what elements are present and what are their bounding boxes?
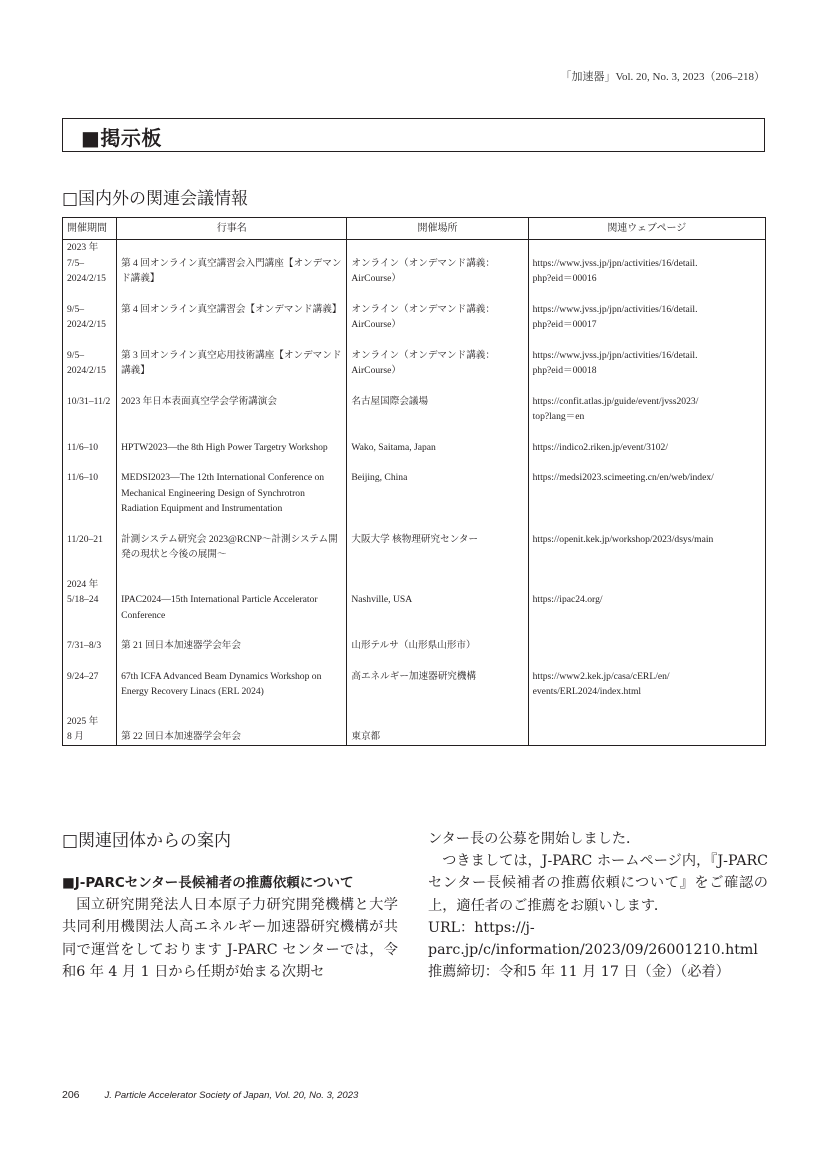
- table-cell-venue: 名古屋国際会議場: [347, 379, 528, 425]
- notice-paragraph-1-continued: ンター長の公募を開始しました．: [428, 831, 641, 847]
- year-row: [63, 700, 766, 730]
- table-row: [63, 654, 766, 700]
- column-header-period: 開催期間: [63, 218, 117, 240]
- table-cell-webpage[interactable]: https://confit.atlas.jp/guide/event/jvss2023/ top?lang＝en: [528, 379, 765, 425]
- section-title: ■掲示板: [81, 126, 162, 150]
- table-cell-empty: [528, 240, 765, 256]
- column-header-venue: 開催場所: [347, 218, 528, 240]
- table-cell-webpage[interactable]: https://ipac24.org/: [528, 592, 765, 623]
- table-cell-period: 11/20–21: [63, 517, 117, 563]
- table-cell-venue: オンライン（オンデマンド講義：AirCourse）: [347, 256, 528, 287]
- table-cell-empty: [117, 240, 347, 256]
- page-footer: [62, 1089, 358, 1101]
- table-cell-venue: Beijing, China: [347, 455, 528, 517]
- notice-paragraph-2: つきましては，J-PARC ホームページ内，『J-PARC センター長候補者の推薦依頼について』をご確認の上，適任者のご推薦をお願いします．: [428, 853, 768, 914]
- table-cell-event: MEDSI2023—The 12th International Conference on Mechanical Engineering Design of Synchrotron Radiation Equipment and Instrumentation: [117, 455, 347, 517]
- notice-url[interactable]: URL：https://j-parc.jp/c/information/2023/09/26001210.html: [428, 919, 758, 959]
- notice-heading: ■J-PARCセンター長候補者の推薦依頼について: [62, 875, 354, 891]
- table-cell-period: 11/6–10: [63, 425, 117, 456]
- table-cell-venue: オンライン（オンデマンド講義：AirCourse）: [347, 287, 528, 333]
- right-column: [428, 828, 768, 983]
- table-row: [63, 256, 766, 287]
- table-cell-venue: 高エネルギー加速器研究機構: [347, 654, 528, 700]
- year-row: [63, 563, 766, 593]
- table-row: [63, 729, 766, 745]
- year-label: 2024 年: [63, 563, 117, 593]
- table-cell-webpage[interactable]: https://openit.kek.jp/workshop/2023/dsys/main: [528, 517, 765, 563]
- table-cell-empty: [117, 563, 347, 593]
- table-cell-venue: 山形テルサ（山形県山形市）: [347, 623, 528, 654]
- table-cell-event: 第 4 回オンライン真空講習会入門講座【オンデマンド講義】: [117, 256, 347, 287]
- table-cell-period: 7/5– 2024/2/15: [63, 256, 117, 287]
- table-cell-venue: Wako, Saitama, Japan: [347, 425, 528, 456]
- table-cell-webpage[interactable]: https://www.jvss.jp/jpn/activities/16/detail. php?eid＝00017: [528, 287, 765, 333]
- table-row: [63, 455, 766, 517]
- table-row: [63, 379, 766, 425]
- table-cell-period: 7/31–8/3: [63, 623, 117, 654]
- table-cell-event: IPAC2024—15th International Particle Accelerator Conference: [117, 592, 347, 623]
- column-header-webpage: 関連ウェブページ: [528, 218, 765, 240]
- table-cell-webpage[interactable]: https://www2.kek.jp/casa/cERL/en/ events/ERL2024/index.html: [528, 654, 765, 700]
- table-cell-webpage[interactable]: https://medsi2023.scimeeting.cn/en/web/index/: [528, 455, 765, 517]
- table-cell-webpage[interactable]: https://indico2.riken.jp/event/3102/: [528, 425, 765, 456]
- table-cell-event: 計測システム研究会 2023@RCNP～計測システム開発の現状と今後の展開～: [117, 517, 347, 563]
- footer-journal: J. Particle Accelerator Society of Japan, Vol. 20, No. 3, 2023: [104, 1090, 359, 1101]
- year-label: 2023 年: [63, 240, 117, 256]
- table-cell-empty: [117, 700, 347, 730]
- table-row: [63, 333, 766, 379]
- conference-table: [62, 217, 766, 746]
- column-header-event: 行事名: [117, 218, 347, 240]
- table-cell-event: 67th ICFA Advanced Beam Dynamics Workshop on Energy Recovery Linacs (ERL 2024): [117, 654, 347, 700]
- journal-citation-header: 「加速器」Vol. 20, No. 3, 2023（206–218）: [560, 71, 765, 83]
- conference-info-title: □国内外の関連会議情報: [62, 189, 249, 209]
- table-row: [63, 592, 766, 623]
- table-cell-venue: 大阪大学 核物理研究センター: [347, 517, 528, 563]
- table-cell-webpage: [528, 729, 765, 745]
- notice-deadline: 推薦締切：令和5 年 11 月 17 日（金）（必着）: [428, 964, 730, 981]
- table-cell-event: 2023 年日本表面真空学会学術講演会: [117, 379, 347, 425]
- table-cell-webpage[interactable]: https://www.jvss.jp/jpn/activities/16/detail. php?eid＝00016: [528, 256, 765, 287]
- table-row: [63, 287, 766, 333]
- table-cell-empty: [528, 700, 765, 730]
- table-cell-event: 第 4 回オンライン真空講習会【オンデマンド講義】: [117, 287, 347, 333]
- table-cell-period: 8 月: [63, 729, 117, 745]
- table-cell-venue: 東京都: [347, 729, 528, 745]
- organizations-title: □関連団体からの案内: [62, 831, 232, 851]
- table-cell-period: 9/24–27: [63, 654, 117, 700]
- table-cell-period: 9/5– 2024/2/15: [63, 287, 117, 333]
- table-cell-event: HPTW2023—the 8th High Power Targetry Workshop: [117, 425, 347, 456]
- table-cell-event: 第 21 回日本加速器学会年会: [117, 623, 347, 654]
- notice-paragraph-1: 国立研究開発法人日本原子力研究開発機構と大学共同利用機関法人高エネルギー加速器研究機構が共同で運営をしております J-PARC センターでは，令和6 年 4 月 1 日から任期が始まる次期セ: [62, 897, 398, 980]
- year-label: 2025 年: [63, 700, 117, 730]
- table-cell-webpage[interactable]: https://www.jvss.jp/jpn/activities/16/detail. php?eid＝00018: [528, 333, 765, 379]
- section-title-box: [62, 118, 765, 152]
- table-cell-event: 第 3 回オンライン真空応用技術講座【オンデマンド講義】: [117, 333, 347, 379]
- table-cell-period: 5/18–24: [63, 592, 117, 623]
- table-cell-empty: [528, 563, 765, 593]
- table-row: [63, 623, 766, 654]
- table-cell-venue: オンライン（オンデマンド講義：AirCourse）: [347, 333, 528, 379]
- table-cell-event: 第 22 回日本加速器学会年会: [117, 729, 347, 745]
- table-cell-period: 10/31–11/2: [63, 379, 117, 425]
- page-number: 206: [62, 1089, 80, 1101]
- table-cell-empty: [347, 563, 528, 593]
- table-cell-venue: Nashville, USA: [347, 592, 528, 623]
- table-row: [63, 517, 766, 563]
- table-cell-empty: [347, 700, 528, 730]
- year-row: [63, 240, 766, 256]
- table-row: [63, 425, 766, 456]
- table-header-row: [63, 218, 766, 240]
- conference-table-body: [63, 240, 766, 746]
- table-cell-period: 11/6–10: [63, 455, 117, 517]
- table-cell-period: 9/5– 2024/2/15: [63, 333, 117, 379]
- table-cell-webpage: [528, 623, 765, 654]
- left-column: [62, 828, 398, 983]
- table-cell-empty: [347, 240, 528, 256]
